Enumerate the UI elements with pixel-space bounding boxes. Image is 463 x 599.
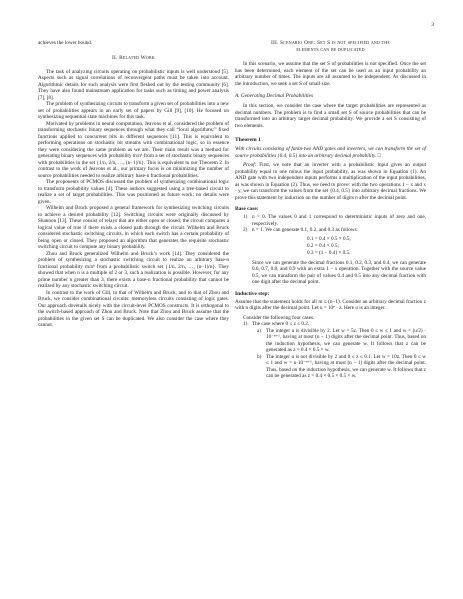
lead-paragraph: achieves the lower bound. bbox=[38, 40, 93, 46]
proof-label: Proof: bbox=[243, 162, 257, 168]
list-item-text: The integer u is divisible by 2. Let w = 5z. Then 0 ≤ w ≤ 1 and w = (u/2) · 10⁻ⁿ⁺¹, having at most (n − 1) digits after the decimal point. Thus, based on the induction hypothesis, we can generate w. It follows that z can be generated as z = 0.4 × 0.5 × w. bbox=[266, 327, 426, 354]
list-item bbox=[243, 227, 426, 234]
list-item-text: n = 0. The values 0 and 1 correspond to deterministic inputs of zero and one, respectively. bbox=[252, 214, 426, 227]
inductive-step-text: Assume that the statement holds for all m ≤ (n−1). Consider an arbitrary decimal fraction z with n digits after the decimal point. Let u = 10ⁿ · z. Here u is an integer. bbox=[235, 298, 426, 312]
section-3-title bbox=[235, 40, 426, 54]
list-item bbox=[257, 328, 426, 354]
section-2-title: II. Related Work bbox=[112, 54, 155, 61]
related-work-paragraph-7: In contrast to the work of Gill, to that of Wilhelm and Bruck, and to that of Zhou and Bruck, we consider combinational circuits: memoryless circuits consisting of logic gates. Our approach dovetails nicely with the circuit-level PCMOS constructs. It is orthogonal to the switch-based approach of Zhou and Bruck. Note that Zhou and Bruck assume that the probabilities in the given set S can be duplicated. We also consider the case where they cannot. bbox=[38, 289, 229, 328]
list-item-number: b) bbox=[257, 353, 262, 360]
equation: 0.3 = (1 − 0.4) × 0.5. bbox=[307, 250, 351, 257]
proof-text: First, we note that an inverter with a probabilistic input gives an output probability equal to one minus the input probability, as was shown in Equation (1). An AND gate with two independent inputs performs a multiplication of the input probabilities, as was shown in Equation (2). Thus, we need to prove: with the two operations 1 − x and x · y, we can transform the values from the set {0.4, 0.5} into arbitrary decimal fractions. We prove this statement by induction on the number of digits n after the decimal point. bbox=[235, 162, 427, 201]
base-case-conclusion: Since we can generate the decimal fractions 0.1, 0.2, 0.3, and 0.4, we can generate 0.6, 0.7, 0.8, and 0.9 with an extra 1 − x operation. Together with the source value 0.5, we can transform the pair of values 0.4 and 0.5 into any decimal fraction with one digit after the decimal point. bbox=[252, 259, 426, 286]
subcases-list bbox=[243, 328, 426, 380]
list-item-number: 2) bbox=[243, 227, 248, 233]
cases-intro: Consider the following four cases. bbox=[243, 314, 315, 321]
left-column bbox=[38, 40, 229, 329]
related-work-paragraph-2: The problem of synthesizing circuits to transform a given set of probabilities into a new set of probabilities appears in an early set of papers by Gill [9], [10]. He focused on synthesizing sequential state machines for this task. bbox=[38, 101, 229, 120]
section-3-title-line-2: elements can be duplicated bbox=[296, 47, 365, 53]
list-item-number: a) bbox=[257, 327, 262, 334]
proof-paragraph bbox=[235, 162, 426, 201]
subsection-text: In this section, we consider the case where the target probabilities are represented as decimal numbers. The problem is to find a small set S of source probabilities that can be transformed into an arbitrary target decimal probability. We provide a set S consisting of two elements. bbox=[235, 103, 426, 129]
list-item-text: n = 1. We can generate 0.1, 0.2, and 0.3 as follows: bbox=[252, 227, 358, 233]
scenario-intro: In this scenario, we assume that the set S of probabilities is not specified. Once the set has been determined, each element of the set can be used as an input probability an arbitrary number of times. The inputs are all assumed to be independent. As discussed in the introduction, we seek a set S of small size. bbox=[235, 61, 426, 87]
list-item-text: The case where 0 ≤ z ≤ 0.2. bbox=[252, 321, 310, 328]
subsection-title: A. Generating Decimal Probabilities bbox=[235, 93, 314, 99]
list-item-number: 1) bbox=[243, 214, 248, 220]
base-case-list bbox=[235, 214, 426, 234]
list-item-text: The integer u is not divisible by 2 and 0 ≤ z ≤ 0.1. Let w = 10z. Then 0 ≤ w ≤ 1 and w = u·10⁻ⁿ⁺¹, having at most (n − 1) digits after the decimal point. Thus, based on the induction hypothesis, we can generate w. It follows that z can be generated as z = 0.4 × 0.5 × 0.5 × w. bbox=[266, 353, 426, 380]
list-item bbox=[257, 354, 426, 380]
right-column bbox=[235, 40, 426, 380]
equation: 0.1 = 0.4 × 0.5 × 0.5, bbox=[307, 235, 351, 242]
base-case-title: Base case: bbox=[235, 206, 259, 212]
related-work-paragraph-1: The task of analyzing circuits operating on probabilistic inputs is well understood [5]. Aspects such as signal correlations of reconvergent paths must be taken into account. Algorithmic details for such analysis were first fleshed out by the testing community [6]. They have also found mainstream application for tasks such as timing and power analysis [7], [8]. bbox=[38, 68, 229, 101]
inductive-step-title: Inductive step: bbox=[235, 290, 270, 297]
list-item-number: 1) bbox=[243, 321, 248, 328]
theorem-title: Theorem 1 bbox=[235, 137, 261, 143]
list-item bbox=[243, 214, 426, 227]
page-number: 3 bbox=[431, 22, 434, 28]
theorem-text: With circuits consisting of fanin-two AND gates and inverters, we can transform the set of source probabilities {0.4, 0.5} into an arbitrary decimal probability. □ bbox=[235, 146, 426, 159]
related-work-paragraph-6: Zhou and Bruck generalized Wilhelm and Bruck’s work [14]. They considered the problem of synthesizing a stochastic switching circuit to realize an arbitrary base-n fractional probability m/nᵏ from a probabilistic switch set {1/n, 2/n, …, (n−1)/n}. They showed that when n is a multiple of 2 or 3, such a realization is possible. However, for any prime number n greater than 3, there exists a base-n fractional probability that cannot be realized by any stochastic switching circuit. bbox=[38, 250, 229, 289]
section-3-title-line-1: III. Scenario One: Set S is not specified and the bbox=[270, 40, 391, 46]
related-work-paragraph-5: Wilhelm and Bruck proposed a general framework for synthesizing switching circuits to achieve a desired probability [12]. Switching circuits were originally discussed by Shannon [13]. These consist of relays that are either open or closed; the circuit computes a logical value of true if there exists a closed path through the circuit. Wilhelm and Bruck considered stochastic switching circuits, in which each switch has a certain probability of being open or closed. They proposed an algorithm that generates the requisite stochastic switching circuit to compute any binary probability. bbox=[38, 205, 229, 250]
cases-list bbox=[235, 321, 426, 380]
equation: 0.2 = 0.4 × 0.5, bbox=[307, 242, 339, 249]
related-work-paragraph-4: The proponents of PCMOS discussed the problem of synthesizing combinational logic to transform probability values [4]. These authors suggested using a tree-based circuit to realize a set of target probabilities. This was positioned as future work; no details were given. bbox=[38, 179, 229, 205]
related-work-paragraph-3: Motivated by problems in neural computation, Jeavons et al. considered the problem of transforming stochastic binary sequences through what they call “local algorithms:” fixed functions applied to concurrent bits in different sequences [11]. This is equivalent to performing operations on stochastic bit streams with combinational logic, so in essence they were considering the same problem as we are. Their main result was a method for generating binary sequences with probability m/nᵏ from a set of stochastic binary sequences with probabilities in the set {1/n, 2/n, …, (n−1)/n}. This is equivalent to our Theorem 2. In contrast to the work of Jeavons et al., our primary focus is on minimizing the number of source probabilities needed to realize arbitrary base-n fractional probabilities. bbox=[38, 120, 229, 179]
